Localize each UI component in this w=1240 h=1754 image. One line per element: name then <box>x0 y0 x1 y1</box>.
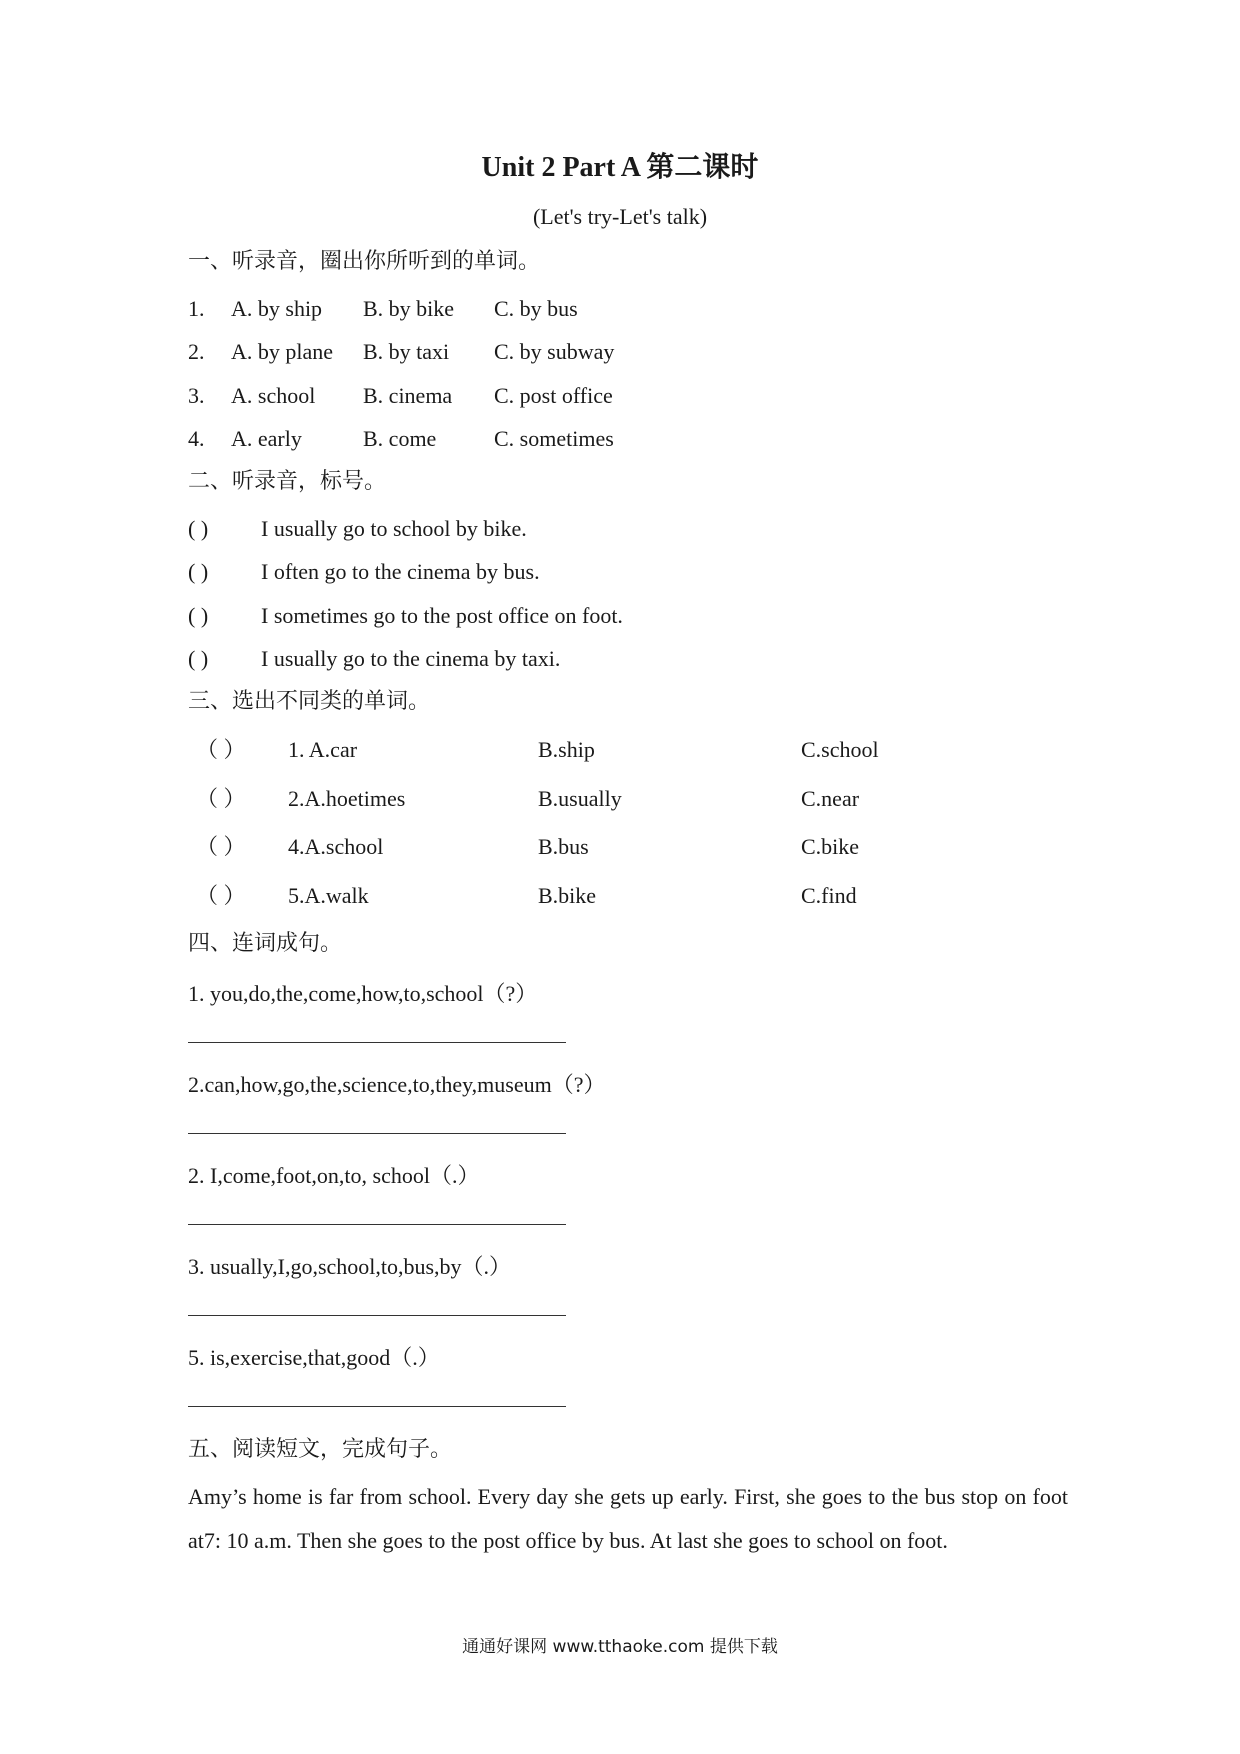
sentence-text: I usually go to the cinema by taxi. <box>261 646 561 671</box>
item-number: 3. <box>188 383 205 408</box>
option-a: A. early <box>231 426 302 451</box>
section5-heading: 五、阅读短文，完成句子。 <box>188 1437 453 1462</box>
answer-bracket: ( ) <box>188 646 209 671</box>
option-b: B. cinema <box>363 383 453 408</box>
item-number: 4. <box>188 426 205 451</box>
answer-bracket: ( ) <box>188 559 209 584</box>
answer-line <box>188 1315 566 1316</box>
option-a: 4.A.school <box>288 834 384 859</box>
answer-line <box>188 1042 566 1043</box>
answer-bracket: ( ) <box>188 516 209 541</box>
option-a: A. by plane <box>231 339 334 364</box>
option-a: A. school <box>231 383 316 408</box>
item-number: 2. <box>188 339 205 364</box>
option-c: C. by subway <box>494 339 615 364</box>
answer-line <box>188 1133 566 1134</box>
answer-bracket: （ ） <box>196 737 246 762</box>
option-c: C.find <box>801 883 857 908</box>
option-b: B. come <box>363 426 437 451</box>
option-a: 2.A.hoetimes <box>288 786 406 811</box>
option-c: C.bike <box>801 834 860 859</box>
section3-heading: 三、选出不同类的单词。 <box>188 689 431 714</box>
option-b: B. by taxi <box>363 339 450 364</box>
scrambled-words: 2. I,come,foot,on,to, school（.） <box>188 1163 480 1188</box>
option-c: C. sometimes <box>494 426 614 451</box>
option-b: B.bus <box>538 834 589 859</box>
page-subtitle: (Let's try-Let's talk) <box>532 204 708 229</box>
option-c: C.near <box>801 786 860 811</box>
scrambled-words: 3. usually,I,go,school,to,bus,by（.） <box>188 1254 512 1279</box>
option-c: C.school <box>801 737 879 762</box>
option-a: 1. A.car <box>288 737 358 762</box>
section2-heading: 二、听录音，标号。 <box>188 469 387 494</box>
scrambled-words: 1. you,do,the,come,how,to,school（?） <box>188 981 538 1006</box>
answer-bracket: （ ） <box>196 883 246 908</box>
answer-bracket: （ ） <box>196 834 246 859</box>
option-b: B.ship <box>538 737 595 762</box>
option-a: 5.A.walk <box>288 883 369 908</box>
footer-credit: 通通好课网 www.tthaoke.com 提供下载 <box>462 1637 778 1657</box>
option-b: B. by bike <box>363 296 455 321</box>
scrambled-words: 5. is,exercise,that,good（.） <box>188 1345 440 1370</box>
sentence-text: I often go to the cinema by bus. <box>261 559 540 584</box>
sentence-text: I sometimes go to the post office on foot. <box>261 603 623 628</box>
section1-heading: 一、听录音，圈出你所听到的单词。 <box>188 249 541 274</box>
option-c: C. post office <box>494 383 613 408</box>
section4-heading: 四、连词成句。 <box>188 931 343 956</box>
answer-bracket: ( ) <box>188 603 209 628</box>
option-c: C. by bus <box>494 296 578 321</box>
sentence-text: I usually go to school by bike. <box>261 516 527 541</box>
option-b: B.usually <box>538 786 622 811</box>
option-b: B.bike <box>538 883 597 908</box>
reading-passage: Amy’s home is far from school. Every day she gets up early. First, she goes to the bus stop on foot at7: 10 a.m. Then she goes to the post office by bus. At last she goes to school on foot. <box>188 1484 1068 1553</box>
answer-bracket: （ ） <box>196 786 246 811</box>
answer-line <box>188 1224 566 1225</box>
answer-line <box>188 1406 566 1407</box>
scrambled-words: 2.can,how,go,the,science,to,they,museum（?） <box>188 1072 606 1097</box>
option-a: A. by ship <box>231 296 323 321</box>
page-title: Unit 2 Part A 第二课时 <box>481 152 759 183</box>
item-number: 1. <box>188 296 205 321</box>
